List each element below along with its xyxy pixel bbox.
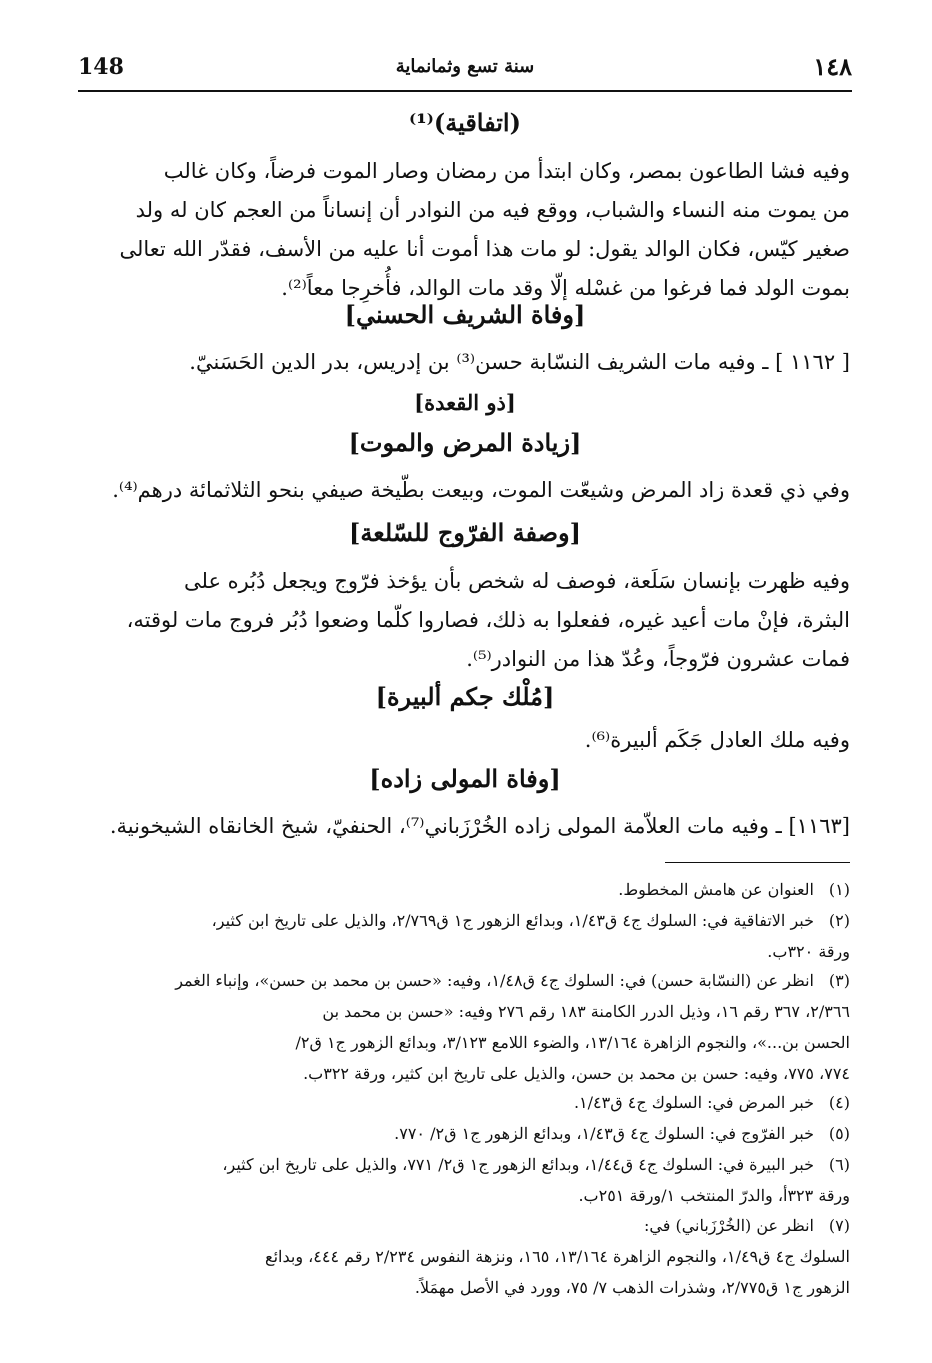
running-header: [78, 52, 852, 90]
footnote-number: (٤): [828, 1093, 850, 1112]
running-title: سنة تسع وثمانماية: [395, 56, 535, 77]
footnote-text: ورقة ٣٢٣أ، والدرّ المنتخب ١/ورقة ٢٥١ب.: [578, 1186, 850, 1205]
footnote-number: (٣): [828, 971, 850, 990]
footnote-text: خبر المرض في: السلوك ج٤ ق١/٤٣.: [573, 1093, 814, 1112]
footnote-text: ورقة ٣٢٠ب.: [767, 942, 850, 961]
paragraph-bira: وفيه ملك العادل جَكَم ألبيرة⁽⁶⁾.: [584, 728, 850, 752]
text-line: البثرة، فإنْ مات أعيد غيره، ففعلوا به ذلك، فصاروا كلّما وضعوا دُبُر فروج مات لوقته،: [126, 608, 850, 632]
paragraph-disease: وفي ذي قعدة زاد المرض وشيعّت الموت، وبيعت بطّيخة صيفي بنحو الثلاثمائة درهم⁽⁴⁾.: [112, 478, 850, 502]
text-line: وفيه ظهرت بإنسان سَلَعة، فوصف له شخص بأن يؤخذ فرّوج ويجعل دُبُره على: [183, 569, 850, 593]
footnote-text: خبر الاتفاقية في: السلوك ج٤ ق١/٤٣، وبدائع الزهور ج١ ق٢/٧٦٩، والذيل على تاريخ ابن كثير،: [211, 911, 814, 930]
section-heading-death-mawla-zadeh: [وفاة المولى زاده]: [369, 764, 561, 793]
footnote-text: انظر عن (الخُرْزَباني) في:: [643, 1216, 814, 1235]
footnote-2: [80, 905, 850, 967]
footnote-4: [80, 1087, 850, 1118]
page-number-arabic: ١٤٨: [813, 52, 852, 81]
text-line: فمات عشرون فرّوجاً، وعُدّ هذا من النوادر⁽⁵⁾.: [466, 647, 850, 671]
footnote-text: ٢/٣٦٦، ٣٦٧ رقم ١٦، وذيل الدرر الكامنة ١٨٣ رقم ٢٧٦ وفيه: «حسن بن محمد بن: [322, 1002, 850, 1021]
footnote-1: [80, 874, 850, 905]
entry-1162: [ ١١٦٢ ] ـ وفيه مات الشريف النسّابة حسن⁽³⁾ بن إدريس، بدر الدين الحَسَنيّ.: [189, 350, 850, 374]
page-number-latin: 148: [78, 54, 124, 80]
footnote-text: الحسن بن...»، والنجوم الزاهرة ١٣/١٦٤، والضوء اللامع ٣/١٢٣، وبدائع الزهور ج١ ق٢/: [295, 1033, 850, 1052]
text-line: وفيه فشا الطاعون بمصر، وكان ابتدأ من رمضان وصار الموت فرضاً، وكان غالب: [163, 159, 850, 183]
footnote-text: الزهور ج١ ق٢/٧٧٥، وشذرات الذهب ٧/ ٧٥، وورد في الأصل مهمَلاً.: [414, 1278, 850, 1297]
footnote-text: انظر عن (النسّابة حسن) في: السلوك ج٤ ق١/٤٨، وفيه: «حسن بن محمد بن حسن»، وإنباء الغمر: [175, 971, 814, 990]
entry-1163: [١١٦٣] ـ وفيه مات العلاّمة المولى زاده الخُرْزَباني⁽⁷⁾، الحنفيّ، شيخ الخانقاه الشيخونية.: [109, 814, 850, 838]
text-line: صغير كيّس، فكان الوالد يقول: لو مات هذا أموت أنا عليه من الأسف، فقدّر الله تعالى: [119, 237, 850, 261]
footnote-6: [80, 1149, 850, 1211]
section-heading-jakam-bira: [مُلْك جكم ألبيرة]: [375, 682, 555, 711]
footnote-text: السلوك ج٤ ق١/٤٩، والنجوم الزاهرة ١٣/١٦٤، ١٦٥، ونزهة النفوس ٢/٢٣٤ رقم ٤٤٤، وبدائع: [265, 1247, 850, 1266]
header-rule: [78, 90, 852, 92]
footnote-number: (٧): [828, 1216, 850, 1235]
footnote-3: [80, 965, 850, 1089]
footnote-text: خبر الفرّوج في: السلوك ج٤ ق١/٤٣، وبدائع الزهور ج١ ق٢/ ٧٧٠.: [394, 1124, 814, 1143]
paragraph-chicken: [80, 562, 850, 679]
paragraph-plague: [80, 152, 850, 308]
section-heading-chicken-remedy: [وصفة الفرّوج للسّلعة]: [349, 518, 581, 547]
footnote-number: (٥): [828, 1124, 850, 1143]
section-heading-dhu-al-qada: [ذو القعدة]: [414, 390, 516, 415]
footnote-7: [80, 1210, 850, 1303]
footnote-text: خبر البيرة في: السلوك ج٤ ق١/٤٤، وبدائع الزهور ج١ ق٢/ ٧٧١، والذيل على تاريخ ابن كثير،: [222, 1155, 814, 1174]
footnote-5: [80, 1118, 850, 1149]
section-heading-ittifaqiya: (اتفاقية)⁽¹⁾: [409, 108, 521, 137]
section-heading-death-sharif: [وفاة الشريف الحسني]: [344, 300, 586, 329]
footnote-number: (٢): [828, 911, 850, 930]
text-line: بموت الولد فما فرغوا من غسْله إلّا وقد مات الوالد، فأُخرِجا معاً⁽²⁾.: [281, 276, 850, 300]
section-heading-disease-increase: [زيادة المرض والموت]: [348, 428, 582, 457]
footnote-number: (١): [828, 880, 850, 899]
footnote-rule: [665, 862, 850, 863]
footnote-text: ٧٧٤، ٧٧٥، وفيه: حسن بن محمد بن حسن، والذيل على تاريخ ابن كثير، ورقة ٣٢٢ب.: [303, 1064, 850, 1083]
footnote-number: (٦): [828, 1155, 850, 1174]
text-line: من يموت منه النساء والشباب، ووقع فيه من النوادر أن إنساناً من العجم كان له ولد: [135, 198, 850, 222]
footnote-text: العنوان عن هامش المخطوط.: [618, 880, 814, 899]
